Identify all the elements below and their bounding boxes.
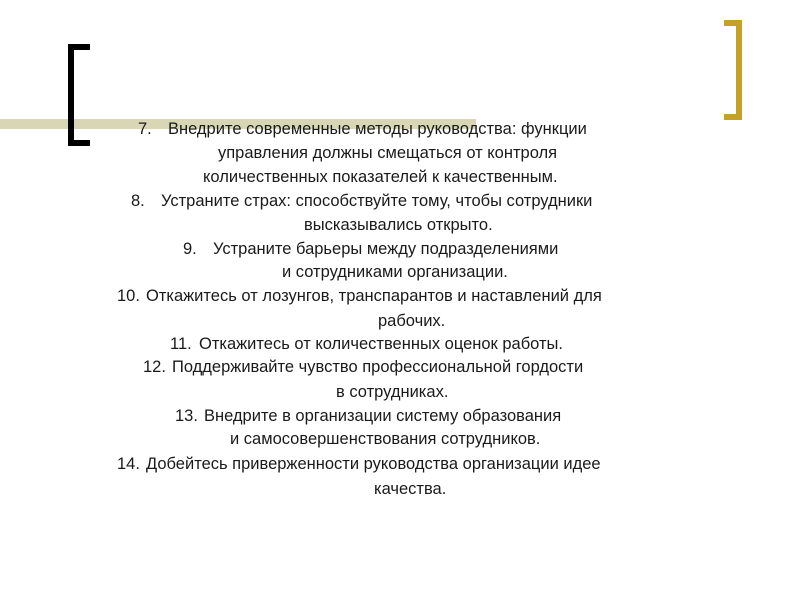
list-item-12-cont: в сотрудниках.	[336, 383, 449, 401]
list-item-13-cont: и самосовершенствования сотрудников.	[230, 430, 541, 448]
list-item-8-cont: высказывались открыто.	[304, 216, 493, 234]
list-item-7-cont: управления должны смещаться от контроля	[218, 144, 558, 162]
item-number: 8.	[131, 192, 145, 210]
item-number: 7.	[138, 120, 152, 138]
item-text: Откажитесь от количественных оценок работы.	[199, 335, 563, 353]
item-number: 11.	[170, 335, 192, 353]
list-item-10	[117, 286, 602, 306]
item-text: Добейтесь приверженности руководства организации идее	[146, 455, 601, 473]
item-number: 13.	[175, 407, 198, 425]
list-item-13	[175, 406, 561, 426]
item-text: Устраните страх: способствуйте тому, чтобы сотрудники	[161, 192, 593, 210]
item-text: Поддерживайте чувство профессиональной гордости	[172, 358, 584, 376]
list-item-14-cont: качества.	[374, 480, 447, 498]
item-text: Внедрите в организации систему образования	[204, 407, 562, 425]
list-item-7	[138, 119, 587, 139]
item-text: Устраните барьеры между подразделениями	[213, 240, 559, 258]
item-text: Внедрите современные методы руководства: функции	[168, 120, 587, 138]
list-item-8	[131, 191, 592, 211]
list-item-14	[117, 454, 601, 474]
right-bracket-icon	[722, 20, 742, 120]
list-item-11	[170, 334, 563, 354]
list-item-7-cont: количественных показателей к качественным.	[203, 168, 558, 186]
item-number: 14.	[117, 455, 140, 473]
list-item-9-cont: и сотрудниками организации.	[282, 263, 508, 281]
left-bracket-icon	[68, 44, 92, 146]
item-number: 9.	[183, 240, 197, 258]
list-item-9	[183, 239, 558, 259]
item-text: Откажитесь от лозунгов, транспарантов и наставлений для	[146, 287, 602, 305]
list-item-12	[143, 357, 583, 377]
item-number: 10.	[117, 287, 140, 305]
list-item-10-cont: рабочих.	[378, 312, 446, 330]
item-number: 12.	[143, 358, 166, 376]
